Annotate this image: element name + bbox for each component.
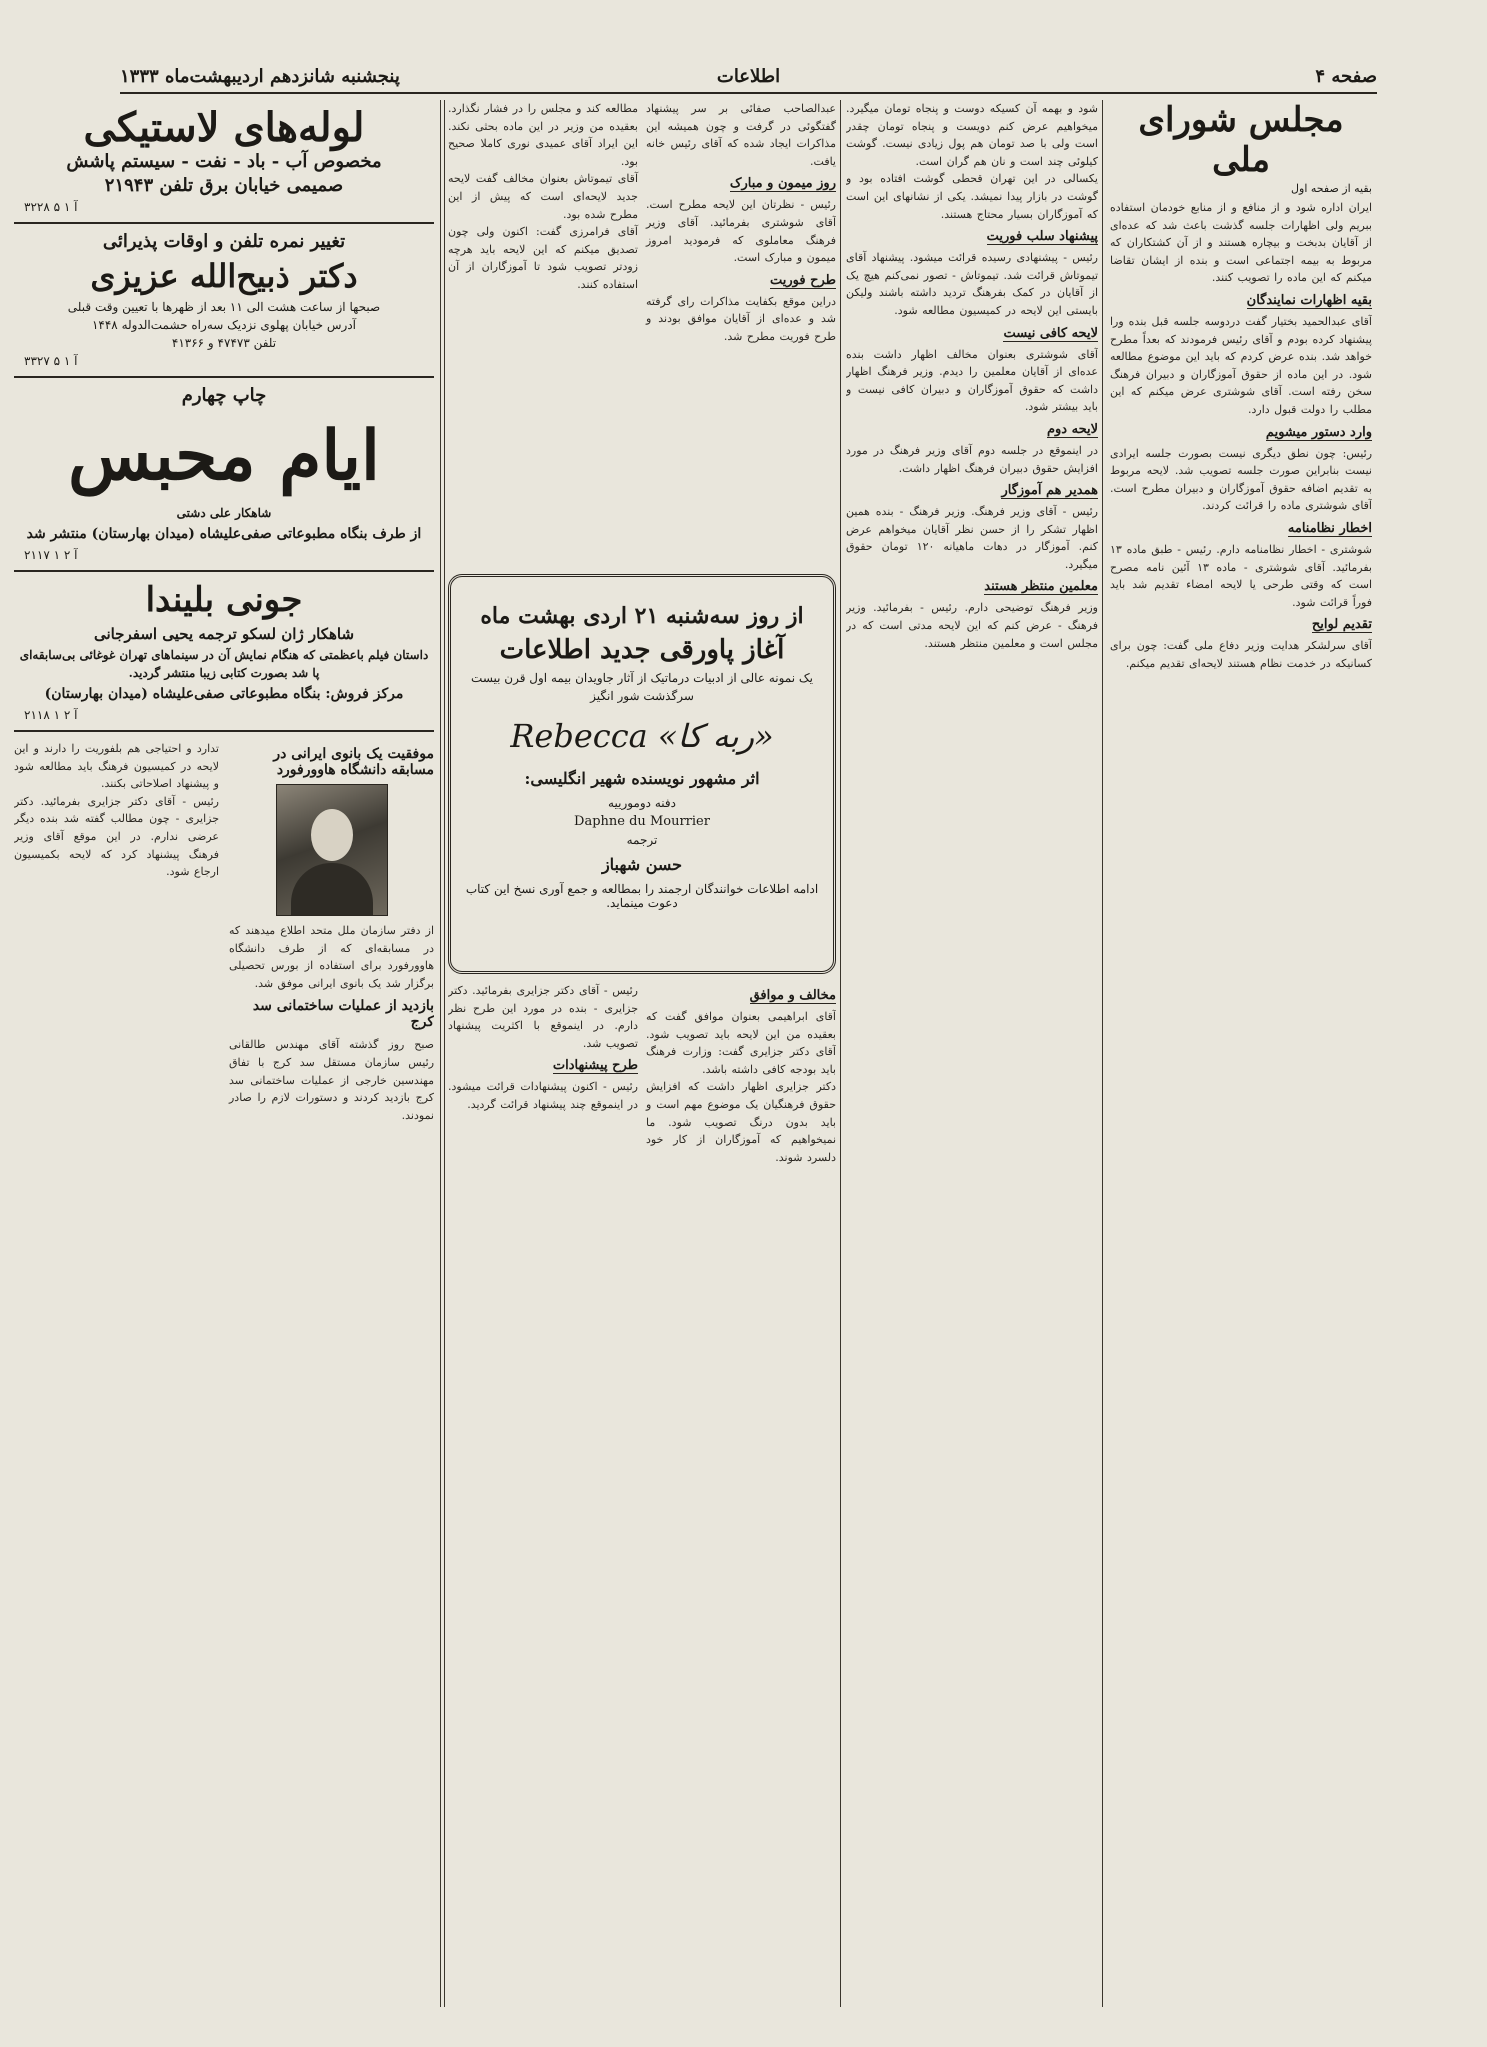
news-body: صبح روز گذشته آقای مهندس طالقانی رئیس سازمان مستقل سد کرج با تفاق مهندسین خارجی از عملیات ساختمانی سد کرج بازدید کردند و دستورات لازم را صادر نمودند. xyxy=(229,1038,434,1122)
article-body: یکسالی در این تهران قحطی گوشت افتاده بود و گوشت در بازار پیدا نمیشد. یکی از نشانهای این است که آموزگاران بسیار محتاج هستند. xyxy=(846,172,1098,221)
ad-line: تغییر نمره تلفن و اوقات پذیرائی xyxy=(102,231,346,252)
ad-book-prison-days xyxy=(14,378,434,572)
news-headline: بازدید از عملیات ساختمانی سد کرج xyxy=(252,998,434,1031)
book-title xyxy=(451,717,833,755)
article-body: شوشتری - اخطار نظامنامه دارم. رئیس - طبق ماده ۱۳ بفرمائید. آقای شوشتری - ماده ۱۳ آئین نامه مصرح است که وقتی طرحی یا لایحه امضاء تقدیم شد باید فوراً قرائت شود. xyxy=(1110,542,1372,609)
announcement-note: ادامه اطلاعات خوانندگان ارجمند را بمطالعه و جمع آوری نسخ این کتاب دعوت مینماید. xyxy=(465,882,819,910)
masthead xyxy=(120,62,1377,94)
ad-code: ۳۲۲۸ آ ۱ ۵ xyxy=(24,200,78,214)
book-title-farsi: «ربه کا» xyxy=(657,717,774,755)
ad-line: شاهکار ژان لسکو ترجمه یحیی اسفرجانی xyxy=(93,625,355,643)
article-body: دکتر جزایری اظهار داشت که افزایش حقوق فرهنگیان یک موضوع مهم است و باید بدون درنگ تصویب شود. ما نمیخواهیم که آموزگاران از کار خود دلسرد شوند. xyxy=(646,1080,836,1164)
section-heading: طرح فوریت xyxy=(769,272,836,288)
ad-code: ۲۱۱۷ آ ۲ ۱ xyxy=(24,548,78,562)
article-body: رئیس - آقای دکتر جزایری بفرمائید. دکتر جزایری - بنده در مورد این طرح نظر دارم. در اینموقع با اکثریت پیشنهاد تصویب شد. xyxy=(448,984,638,1050)
article-body: آقای سرلشکر هدایت وزیر دفاع ملی گفت: چون برای کسانیکه در خدمت نظام هستند لایحه‌ای تقدیم میکنم. xyxy=(1110,639,1372,670)
article-body: عبدالصاحب صفائی بر سر پیشنهاد گفتگوئی در گرفت و چون همیشه این مذاکرات ایجاد شده که آقای رئیس خانه یافت. xyxy=(646,102,836,168)
ad-line: از طرف بنگاه مطبوعاتی صفی‌علیشاه (میدان بهارستان) منتشر شد xyxy=(26,526,422,542)
article-body: مطالعه کند و مجلس را در فشار نگذارد. بعقیده من وزیر در این ماده بحثی نکند. این ایراد آقای عمیدی نوری کاملا صحیح بود. xyxy=(448,102,638,168)
column-three-bottom xyxy=(448,982,836,2007)
announcement-desc: سرگذشت شور انگیز xyxy=(590,689,694,703)
ad-headline: جونی بلیندا xyxy=(145,580,303,620)
ad-line: مرکز فروش: بنگاه مطبوعاتی صفی‌علیشاه (میدان بهارستان) xyxy=(44,686,404,702)
ad-line: آدرس خیابان پهلوی نزدیک سه‌راه حشمت‌الدوله ۱۴۴۸ xyxy=(91,318,357,332)
column-rule xyxy=(440,100,441,2007)
section-heading: پیشنهاد سلب فوریت xyxy=(986,229,1098,245)
book-author-label: اثر مشهور نویسنده شهیر انگلیسی: xyxy=(524,769,760,788)
section-heading: لایحه دوم xyxy=(1046,421,1098,437)
article-body: آقای تیموتاش بعنوان مخالف گفت لایحه جدید لایحه‌ای است که پیش از این مطرح شده بود. xyxy=(448,172,638,221)
ad-line: مخصوص آب - باد - نفت - سیستم پاشش xyxy=(66,151,382,172)
portrait-face xyxy=(311,809,353,861)
news-body: تدارد و احتیاجی هم بلفوریت را دارند و این لایحه در کمیسیون فرهنگ باید مطالعه شود و پیشنهاد اصلاحاتی بکنند. xyxy=(14,742,219,791)
article-body: در اینموقع در جلسه دوم آقای وزیر فرهنگ در مورد افزایش حقوق دبیران فرهنگ اظهار داشت. xyxy=(846,443,1098,475)
announcement-desc: یک نمونه عالی از ادبیات درماتیک از آثار جاویدان بیمه اول قرن بیست xyxy=(471,671,813,685)
article-body: رئیس - اکنون پیشنهادات قرائت میشود. در اینموقع چند پیشنهاد قرائت گردید. xyxy=(448,1080,638,1111)
ad-line: داستان فیلم باعظمتی که هنگام نمایش آن در سینماهای تهران غوغائی بی‌سابقه‌ای پا شد بصورت کتابی زیبا منتشر گردید. xyxy=(19,648,429,680)
section-heading: مخالف و موافق xyxy=(749,988,836,1003)
ad-line: چاپ چهارم xyxy=(181,385,267,406)
column-rule xyxy=(840,100,841,2007)
announcement-title: آغاز پاورقی جدید اطلاعات xyxy=(499,635,785,665)
ad-book-johnny-belinda xyxy=(14,572,434,732)
article-body: وزیر فرهنگ توضیحی دارم. رئیس - بفرمائید. وزیر فرهنگ - عرض کنم که این لایحه مدتی است که در مجلس است و معلمین منتظر هستند. xyxy=(846,601,1098,650)
column-parliament xyxy=(1110,100,1372,2007)
article-subtitle: بقیه از صفحه اول xyxy=(1291,182,1372,195)
paper-name: اطلاعات xyxy=(716,66,781,87)
article-body: رئیس - پیشنهادی رسیده قرائت میشود. پیشنهاد آقای تیموتاش قرائت شد. تیموتاش - تصور نمی‌کنم هیچ یک از آقایان در کمک بفرهنگ تردید داشته باشند ولیکن بایستی این لایحه در کمیسیون مطالعه شود. xyxy=(846,251,1098,317)
ad-line: شاهکار علی دشتی xyxy=(176,506,272,520)
column-ads xyxy=(14,100,434,2007)
ad-rubber-hoses xyxy=(14,100,434,224)
section-heading: همدیر هم آموزگار xyxy=(1001,483,1098,499)
section-heading: لایحه کافی نیست xyxy=(1003,325,1098,341)
ad-code: ۲۱۱۸ آ ۲ ۱ xyxy=(24,708,78,722)
page-number: صفحه ۴ xyxy=(1315,66,1377,87)
announcement-date: از روز سه‌شنبه ۲۱ اردی بهشت ماه xyxy=(480,603,804,629)
book-title-latin: Rebecca xyxy=(510,717,648,755)
article-title: مجلس شورای ملی xyxy=(1138,100,1344,180)
issue-date: پنجشنبه شانزدهم اردیبهشت‌ماه ۱۳۳۳ xyxy=(120,66,400,87)
article-body: رئیس - آقای وزیر فرهنگ. وزیر فرهنگ - بنده همین اظهار تشکر را از حسن نظر آقایان میخواهم عرض کنم. آموزگار در دهات ماهیانه ۱۲۰ تومان حقوق میگیرد. xyxy=(846,505,1098,571)
translator-name: حسن شهباز xyxy=(601,855,683,874)
news-body: رئیس - آقای دکتر جزایری بفرمائید. دکتر جزایری - چون مطالب گفته شد بنده دیگر عرضی ندارم. در این موقع آقای وزیر فرهنگ پیشنهاد کرد که لایحه بکمیسیون ارجاع شود. xyxy=(14,794,219,879)
article-body: ایران اداره شود و از منافع و از منابع خودمان استفاده ببریم ولی اظهارات جلسه گذشت باعث شد که عده‌ای از آقایان بدبخت و بیچاره هستند و از آن کشتکاران که مربوط به بیمه اجتماعی است و بنده از ایشان تقاضا میکنم که این ماده را تصویب کنند. xyxy=(1110,201,1372,285)
article-body: آقای شوشتری بعنوان مخالف اظهار داشت بنده عده‌ای از آقایان معلمین را دیدم. وزیر فرهنگ اظهار داشت که حقوق آموزگاران و دبیران کافی نیست و باید بیشتر شود. xyxy=(846,347,1098,414)
section-heading: معلمین منتظر هستند xyxy=(984,579,1098,595)
column-rule xyxy=(1102,100,1103,2007)
section-heading: وارد دستور میشویم xyxy=(1265,424,1372,440)
ad-line: صمیمی خیابان برق تلفن ۲۱۹۴۳ xyxy=(104,175,344,196)
portrait-photo xyxy=(276,784,388,916)
column-rule xyxy=(444,100,445,2007)
section-heading: بقیه اظهارات نمایندگان xyxy=(1246,292,1372,308)
column-two xyxy=(846,100,1098,2007)
article-body: آقای فرامرزی گفت: اکنون ولی چون تصدیق میکنم که این لایحه باید هرچه زودتر تصویب شود تا آموزگاران از آن استفاده کنند. xyxy=(448,225,638,291)
section-heading: اخطار نظامنامه xyxy=(1287,520,1372,536)
news-headline: موفقیت یک بانوی ایرانی در مسابقه دانشگاه هاوورفورد xyxy=(273,746,434,778)
section-heading: روز میمون و مبارک xyxy=(729,176,836,192)
article-body: دراین موقع بکفایت مذاکرات رای گرفته شد و عده‌ای از آقایان موافق بودند و طرح فوریت مطرح شد. xyxy=(646,294,836,343)
portrait-body xyxy=(291,863,373,915)
ad-line: صبحها از ساعت هشت الی ۱۱ بعد از ظهرها با تعیین وقت قبلی xyxy=(67,300,381,314)
ad-code: ۳۳۲۷ آ ۱ ۵ xyxy=(24,354,78,368)
translator-label: ترجمه xyxy=(626,833,658,847)
ad-headline: دکتر ذبیح‌الله عزیزی xyxy=(90,257,358,295)
lower-news xyxy=(14,740,434,1124)
article-body: آقای ابراهیمی بعنوان موافق گفت که بعقیده من این لایحه باید تصویب شود. آقای دکتر جزایری گفت: وزارت فرهنگ باید بودجه کافی داشته باشد. xyxy=(646,1010,836,1076)
ad-headline: ایام محبس xyxy=(68,416,380,496)
article-body: رئیس: چون نطق دیگری نیست بصورت جلسه ایرادی نیست بنابراین صورت جلسه تصویب شد. لایحه مربوط به تقدیم اضافه حقوق آموزگاران و دبیران مطرح است. آقای شوشتری ماده را قرائت کردند. xyxy=(1110,446,1372,513)
section-heading: تقدیم لوایح xyxy=(1311,617,1372,633)
serial-announcement xyxy=(448,574,836,974)
ad-doctor xyxy=(14,224,434,378)
section-heading: طرح پیشنهادات xyxy=(552,1058,638,1074)
article-body: آقای عبدالحمید بختیار گفت دردوسه جلسه قبل بنده ورا پیشنهاد کرده بودم و آقای رئیس فرمودند که بعداً مطرح خواهد شد. بنده عرض کردم که باید این موضوع مطالعه شود. در این ماده از حقوق آموزگاران و دبیران فرهنگ سخن رفته است. آقای شوشتری عرض میکنم که این مطلب را دولت قبول دارد. xyxy=(1110,314,1372,416)
book-author-farsi: دفنه دومورییه xyxy=(608,796,676,810)
book-author-latin: Daphne du Mourrier xyxy=(574,814,710,829)
news-body: از دفتر سازمان ملل متحد اطلاع میدهند که در مسابقه‌ای که از طرف دانشگاه هاوورفورد برای استفاده از بورس تحصیلی برگزار شد یک بانوی ایرانی موفق شد. xyxy=(229,924,434,990)
column-three-top xyxy=(448,100,836,570)
ad-line: تلفن ۴۷۴۷۳ و ۴۱۳۶۶ xyxy=(171,336,277,350)
ad-headline: لوله‌های لاستیکی xyxy=(83,104,365,151)
article-body: رئیس - نظرتان این لایحه مطرح است. آقای شوشتری بفرمائید. آقای وزیر فرهنگ معاملوی که فرمودید امروز میمون و مبارک است. xyxy=(646,198,836,265)
article-body: شود و بهمه آن کسیکه دوست و پنجاه تومان میگیرد. میخواهیم عرض کنم دویست و پنجاه تومان چقدر است ولی با صد تومان هم پول زیادی نیست. گوشت کیلوئی چند است و نان هم گران است. xyxy=(846,102,1098,168)
